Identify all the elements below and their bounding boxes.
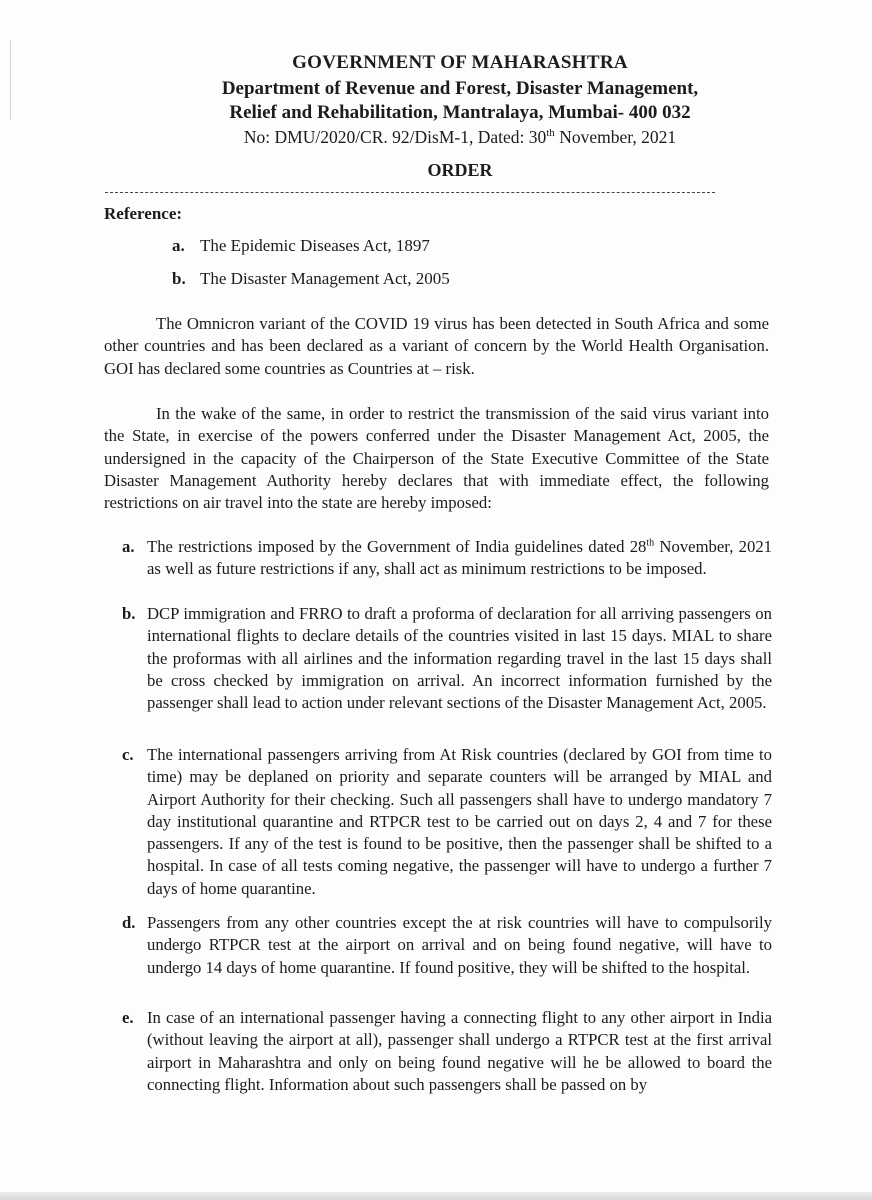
restriction-date-suffix: th: [646, 537, 655, 549]
restriction-item: [122, 912, 772, 979]
order-number-line: [100, 127, 820, 148]
restriction-text-part: November, 2021 as well as future restrictions if any, shall act as minimum restrictions to be imposed.: [147, 537, 773, 579]
order-number: No: DMU/2020/CR. 92/DisM-1, Dated: 30: [243, 127, 547, 147]
reference-item-mark: a.: [172, 236, 185, 255]
restriction-item: [122, 744, 772, 900]
scan-bottom-edge: [0, 1192, 872, 1200]
restriction-item: [122, 603, 772, 714]
restriction-item: [122, 1007, 772, 1096]
reference-item: [172, 236, 430, 256]
restriction-mark: e.: [122, 1008, 134, 1027]
restriction-mark: c.: [122, 745, 134, 764]
restriction-mark: b.: [122, 604, 136, 623]
restriction-text: [147, 536, 772, 581]
scan-edge-line: [10, 40, 11, 120]
restriction-text: In case of an international passenger having a connecting flight to any other airport in India (without leaving the airport at all), passenger shall undergo a RTPCR test at the first arrival airport in Maharashtra and only on being found negative will he be allowed to board the connecting flight. Information about such passengers shall be passed on by: [147, 1008, 772, 1094]
restriction-text: DCP immigration and FRRO to draft a proforma of declaration for all arriving passengers on international flights to declare details of the countries visited in last 15 days. MIAL to share the proformas with all airlines and the information regarding travel in the last 15 days shall be cross checked by immigration on arrival. An incorrect information furnished by the passenger shall lead to action under relevant sections of the Disaster Management Act, 2005.: [147, 604, 772, 713]
reference-item: [172, 269, 450, 289]
reference-item-mark: b.: [172, 269, 186, 288]
reference-label: Reference:: [104, 204, 183, 223]
order-title: ORDER: [427, 160, 493, 180]
intro-paragraph: The Omnicron variant of the COVID 19 virus has been detected in South Africa and some other countries and has been declared as a variant of concern by the World Health Organisation. GOI has declared some countries as Countries at – risk.: [104, 314, 769, 378]
department-heading: Department of Revenue and Forest, Disaster Management,: [221, 78, 699, 99]
address-heading: Relief and Rehabilitation, Mantralaya, Mumbai- 400 032: [229, 102, 691, 123]
restriction-text-part: The restrictions imposed by the Government of India guidelines dated 28: [147, 537, 647, 556]
date-suffix: th: [546, 127, 555, 140]
government-heading: GOVERNMENT OF MAHARASHTRA: [292, 52, 628, 73]
restriction-mark: d.: [122, 913, 136, 932]
dashed-divider: [105, 192, 715, 193]
restriction-text: Passengers from any other countries except the at risk countries will have to compulsorily undergo RTPCR test at the airport on arrival and on being found negative, will have to undergo 14 days of home quarantine. If found positive, they will be shifted to the hospital.: [147, 913, 772, 977]
restriction-mark: a.: [122, 537, 135, 556]
restriction-item: [122, 536, 772, 581]
reference-item-text: The Disaster Management Act, 2005: [200, 269, 450, 288]
order-paragraph: In the wake of the same, in order to restrict the transmission of the said virus variant into the State, in exercise of the powers conferred under the Disaster Management Act, 2005, the undersigned in the capacity of the Chairperson of the State Executive Committee of the State Disaster Management Authority hereby declares that with immediate effect, the following restrictions on air travel into the state are hereby imposed:: [104, 404, 769, 513]
order-date-tail: November, 2021: [554, 127, 677, 147]
restriction-text: The international passengers arriving from At Risk countries (declared by GOI from time to time) may be deplaned on priority and separate counters will be arranged by MIAL and Airport Authority for their checking. Such all passengers shall have to undergo mandatory 7 day institutional quarantine and RTPCR test to be carried out on days 2, 4 and 7 for these passengers. If any of the test is found to be positive, then the passenger shall be shifted to a hospital. In case of all tests coming negative, the passenger will have to undergo a further 7 days of home quarantine.: [147, 745, 772, 898]
reference-item-text: The Epidemic Diseases Act, 1897: [200, 236, 430, 255]
